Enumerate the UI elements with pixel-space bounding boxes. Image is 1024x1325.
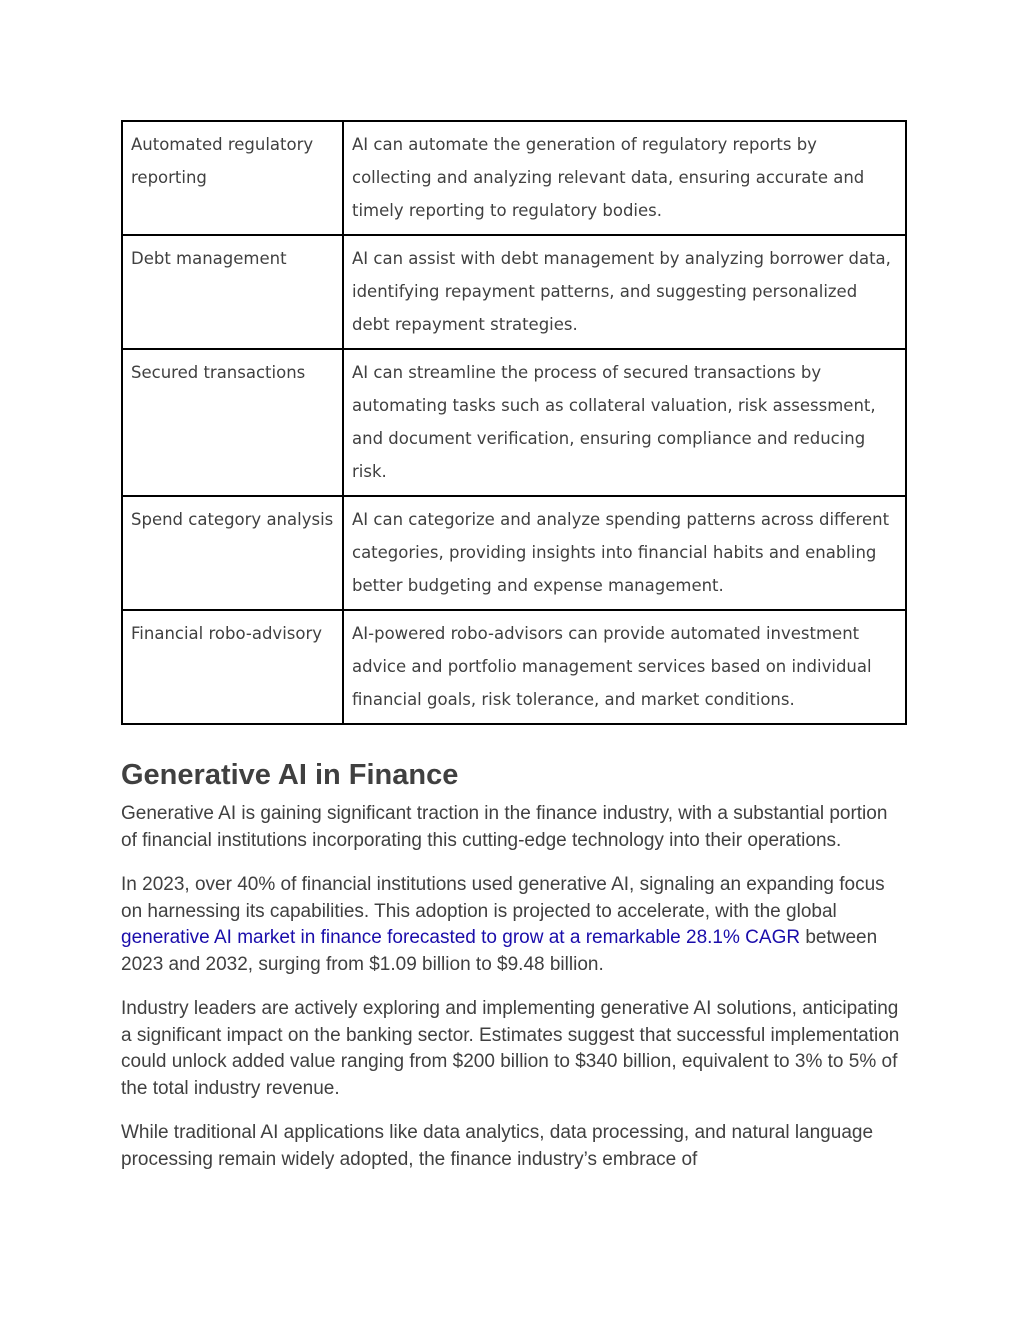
use-case-name: Secured transactions <box>122 349 343 496</box>
table-row <box>122 349 906 496</box>
use-case-description: AI can streamline the process of secured transactions by automating tasks such as collateral valuation, risk assessment, and document verification, ensuring compliance and reducing risk. <box>343 349 906 496</box>
section-heading: Generative AI in Finance <box>121 759 459 791</box>
use-case-description: AI can assist with debt management by analyzing borrower data, identifying repayment patterns, and suggesting personalized debt repayment strategies. <box>343 235 906 349</box>
ai-use-cases-table <box>121 120 907 725</box>
paragraph-intro: Generative AI is gaining significant traction in the finance industry, with a substantial portion of financial institutions incorporating this cutting-edge technology into their operations. <box>121 803 888 851</box>
table-row <box>122 496 906 610</box>
paragraph-text: between 2023 and 2032, surging from $1.09 billion to $9.48 billion. <box>121 927 878 975</box>
paragraph-text: In 2023, over 40% of financial institutions used generative AI, signaling an expanding focus on harnessing its capabilities. This adoption is projected to accelerate, with the global <box>121 874 885 922</box>
paragraph-adoption <box>121 872 905 978</box>
table-row <box>122 235 906 349</box>
paragraph-industry-leaders: Industry leaders are actively exploring and implementing generative AI solutions, anticipating a significant impact on the banking sector. Estimates suggest that successful implementation could unlock added value ranging from $200 billion to $340 billion, equivalent to 3% to 5% of the total industry revenue. <box>121 998 900 1099</box>
document-page <box>121 120 905 1191</box>
table-row <box>122 121 906 235</box>
table-row <box>122 610 906 724</box>
use-case-description: AI can categorize and analyze spending patterns across different categories, providing insights into financial habits and enabling better budgeting and expense management. <box>343 496 906 610</box>
paragraph-traditional-ai: While traditional AI applications like data analytics, data processing, and natural language processing remain widely adopted, the finance industry’s embrace of <box>121 1122 874 1170</box>
use-case-name: Automated regulatory reporting <box>122 121 343 235</box>
use-case-name: Financial robo-advisory <box>122 610 343 724</box>
use-case-description: AI can automate the generation of regulatory reports by collecting and analyzing relevant data, ensuring accurate and timely reporting to regulatory bodies. <box>343 121 906 235</box>
use-case-description: AI-powered robo-advisors can provide automated investment advice and portfolio management services based on individual financial goals, risk tolerance, and market conditions. <box>343 610 906 724</box>
use-case-name: Spend category analysis <box>122 496 343 610</box>
use-case-name: Debt management <box>122 235 343 349</box>
market-forecast-link[interactable]: generative AI market in finance forecasted to grow at a remarkable 28.1% CAGR <box>121 927 801 948</box>
